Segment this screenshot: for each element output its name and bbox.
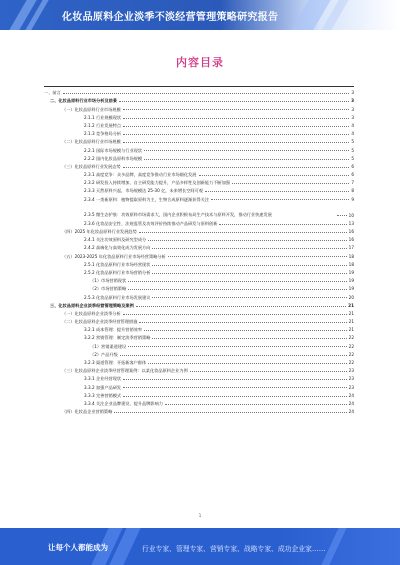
toc-entry[interactable] <box>44 308 354 316</box>
toc-entry[interactable] <box>44 316 354 324</box>
toc-entry-label: 一、前言 <box>44 90 61 96</box>
toc-entry-page: 23 <box>348 384 354 390</box>
toc-leader-dots <box>123 387 347 388</box>
toc-entry[interactable] <box>44 112 354 120</box>
toc-entry-page: 21 <box>348 327 354 333</box>
toc-leader-dots <box>168 256 347 257</box>
toc-leader-dots <box>128 346 346 347</box>
toc-entry-page: 24 <box>348 392 354 398</box>
toc-leader-dots <box>337 215 347 216</box>
toc-entry[interactable] <box>44 202 354 218</box>
toc-leader-dots <box>114 412 346 413</box>
toc-entry-page: 3 <box>351 90 354 96</box>
toc-entry[interactable] <box>44 86 354 95</box>
toc-leader-dots <box>123 118 349 119</box>
toc-entry[interactable] <box>44 300 354 308</box>
toc-entry-label: 2.3.5 微生态护肤：功效原料市场需求大，国内企业积极布局生产技术与原料开发，推动行业快速发展 <box>44 211 336 218</box>
toc-entry-page: 17 <box>348 245 354 251</box>
toc-leader-dots <box>119 101 349 102</box>
toc-entry-label: 3.2.3 渠道管理：开拓新客户群体 <box>44 360 147 365</box>
toc-entry-label: 2.2.1 国际市场规模与行业现状 <box>44 148 143 153</box>
toc-entry[interactable] <box>44 365 354 373</box>
toc-entry-page: 20 <box>348 294 354 300</box>
toc-entry-page: 18 <box>348 261 354 267</box>
toc-entry-label: 3.2.1 成本管理：提升营销效率 <box>44 327 143 332</box>
toc-entry-label: 2.5.2 化妆品原料行业市场营销分析 <box>44 270 151 275</box>
toc-entry-label: （一）化妆品原料企业淡季分析 <box>44 311 122 316</box>
toc-entry-label: 2.3.4 一类新原料：植物提取原料为主，生物合成原料逐渐获得关注 <box>44 197 210 202</box>
footer-band <box>0 528 400 565</box>
toc-entry[interactable] <box>44 185 354 193</box>
toc-entry-label: 2.4.2 高端化与高效化成为发展方向 <box>44 245 151 250</box>
toc-entry-label: 2.1.2 行业发展特点 <box>44 123 122 128</box>
toc-entry[interactable] <box>44 390 354 398</box>
toc-entry[interactable] <box>44 161 354 169</box>
toc-entry-label: （一）化妆品原料行业市场规模 <box>44 107 122 112</box>
toc-leader-dots <box>165 404 347 405</box>
toc-leader-dots <box>152 265 346 266</box>
toc-entry-label: 3.3.2 加强产品研发 <box>44 385 122 390</box>
page-number: 1 <box>198 513 202 518</box>
toc-entry-label: 二、化妆品原料行业市场分析及前景 <box>44 98 118 103</box>
toc-leader-dots <box>144 150 349 151</box>
toc-entry-page: 21 <box>348 319 354 325</box>
toc-entry-page: 13 <box>348 220 354 226</box>
toc-entry-label: 2.3.1 高度竞争：众多品牌，高度竞争推动行业市场细化发展 <box>44 172 198 177</box>
toc-leader-dots <box>128 281 346 282</box>
toc-entry-label: （1）营销渠道建设 <box>44 344 127 349</box>
toc-entry-page: 21 <box>348 310 354 316</box>
toc-entry-label: 2.1.3 竞争格局分析 <box>44 131 122 136</box>
footer-tagline: 行业专家、管理专家、营销专家、战略专家、成功企业家…… <box>142 545 326 553</box>
toc-entry-page: 21 <box>348 302 354 308</box>
toc-leader-dots <box>152 273 346 274</box>
toc-entry-label: （2）市场营销策略 <box>44 286 127 291</box>
toc-entry-label: 2.2.2 国内化妆品原料市场规模 <box>44 156 143 161</box>
toc-entry[interactable] <box>44 349 354 357</box>
toc-entry-page: 22 <box>348 335 354 341</box>
table-of-contents <box>44 86 354 414</box>
toc-entry[interactable] <box>44 169 354 177</box>
toc-entry-label: 3.2.2 营销管理：制定淡季营销策略 <box>44 335 151 340</box>
toc-leader-dots <box>123 142 350 143</box>
toc-entry-page: 24 <box>348 409 354 415</box>
toc-entry-label: （2）产品升级 <box>44 352 119 357</box>
toc-leader-dots <box>123 134 349 135</box>
toc-entry-page: 22 <box>348 351 354 357</box>
toc-entry-page: 19 <box>348 286 354 292</box>
toc-entry-label: 2.1.1 行业规模现状 <box>44 115 122 120</box>
toc-entry-label: （二）化妆品原料行业市场规模 <box>44 139 122 144</box>
toc-entry-label: 2.3.3 天然原料兴起，市场规模达 25-30 亿，未来增长空间可观 <box>44 188 204 193</box>
toc-entry-label: 2.5.3 化妆品原料行业市场发展建议 <box>44 295 151 300</box>
toc-entry-page: 8 <box>351 188 354 194</box>
toc-leader-dots <box>199 175 350 176</box>
toc-leader-dots <box>152 248 346 249</box>
toc-leader-dots <box>148 363 346 364</box>
toc-entry[interactable] <box>44 136 354 144</box>
toc-entry[interactable] <box>44 144 354 152</box>
toc-entry-page: 5 <box>351 147 354 153</box>
toc-entry-label: （三）化妆品原料企业淡季经营管理案例：以某化妆品原料企业为例 <box>44 368 189 373</box>
toc-entry[interactable] <box>44 103 354 111</box>
toc-entry-page: 23 <box>348 368 354 374</box>
toc-entry[interactable] <box>44 291 354 299</box>
report-title: 化妆品原料企业淡季不淡经营管理策略研究报告 <box>62 12 279 23</box>
toc-entry[interactable] <box>44 218 354 226</box>
toc-leader-dots <box>123 379 347 380</box>
toc-leader-dots <box>232 183 349 184</box>
toc-leader-dots <box>148 240 346 241</box>
toc-entry-page: 3 <box>351 106 354 112</box>
toc-entry[interactable] <box>44 398 354 406</box>
toc-leader-dots <box>152 297 346 298</box>
toc-entry[interactable] <box>44 275 354 283</box>
toc-leader-dots <box>123 314 347 315</box>
toc-entry-page: 9 <box>351 196 354 202</box>
toc-entry[interactable] <box>44 250 354 258</box>
toc-entry-page: 16 <box>348 229 354 234</box>
toc-entry-page: 16 <box>348 237 354 243</box>
footer-slogan: 让每个人都能成为 <box>48 543 108 552</box>
toc-entry[interactable] <box>44 381 354 389</box>
toc-leader-dots <box>136 306 346 307</box>
toc-entry[interactable] <box>44 193 354 201</box>
toc-entry-page: 19 <box>348 269 354 275</box>
toc-leader-dots <box>190 371 347 372</box>
toc-leader-dots <box>144 159 349 160</box>
toc-entry-label: 3.3.1 企业经营现状 <box>44 376 122 381</box>
toc-entry-page: 7 <box>351 180 354 186</box>
toc-entry-label: （二）化妆品原料企业淡季经营管理措施 <box>44 319 138 324</box>
toc-entry-page: 5 <box>351 155 354 161</box>
toc-entry[interactable] <box>44 324 354 332</box>
toc-entry-page: 6 <box>351 163 354 169</box>
toc-leader-dots <box>123 126 349 127</box>
toc-entry-label: （三）化妆品原料行业发展态势 <box>44 164 122 169</box>
toc-leader-dots <box>123 109 350 110</box>
toc-entry-label: （四）2025 年化妆品原料行业发展趋势 <box>44 229 138 234</box>
toc-entry-label: 2.3.2 研发投入持续增加，自主研发能力提升，产品多样性及创新能力不断加强 <box>44 180 231 185</box>
toc-leader-dots <box>123 396 347 397</box>
toc-entry[interactable] <box>44 120 354 128</box>
toc-entry-page: 19 <box>348 278 354 284</box>
toc-heading: 内容目录 <box>176 56 224 69</box>
toc-leader-dots <box>128 289 346 290</box>
toc-entry[interactable] <box>44 226 354 234</box>
toc-entry[interactable] <box>44 234 354 242</box>
toc-entry[interactable] <box>44 177 354 185</box>
toc-entry-page: 10 <box>348 212 354 218</box>
toc-entry-label: 3.3.3 完善营销模式 <box>44 393 122 398</box>
toc-leader-dots <box>120 355 347 356</box>
toc-entry[interactable] <box>44 242 354 250</box>
toc-entry[interactable] <box>44 259 354 267</box>
toc-leader-dots <box>219 224 346 225</box>
toc-entry[interactable] <box>44 340 354 348</box>
toc-leader-dots <box>211 199 349 200</box>
toc-leader-dots <box>205 191 349 192</box>
toc-leader-dots <box>152 338 346 339</box>
header-band <box>0 0 400 30</box>
toc-entry[interactable] <box>44 357 354 365</box>
toc-entry[interactable] <box>44 332 354 340</box>
toc-leader-dots <box>63 93 350 94</box>
toc-entry-label: 2.3.6 化妆品安全性、法规监管及功效评价持续推动产品研发与原料创新 <box>44 221 218 226</box>
toc-entry[interactable] <box>44 267 354 275</box>
toc-entry-label: （五）2023-2025 年化妆品原料行业市场经营策略分析 <box>44 254 167 259</box>
toc-leader-dots <box>123 167 350 168</box>
toc-entry-page: 3 <box>351 98 354 104</box>
toc-leader-dots <box>144 330 347 331</box>
toc-entry[interactable] <box>44 373 354 381</box>
toc-entry-label: 三、化妆品原料企业淡季经营管理策略及案例 <box>44 303 135 308</box>
toc-entry-label: 3.3.4 关注企业品牌建设，提升品牌影响力 <box>44 401 164 406</box>
toc-entry[interactable] <box>44 283 354 291</box>
toc-leader-dots <box>139 322 346 323</box>
toc-entry-page: 22 <box>348 343 354 349</box>
toc-entry-page: 6 <box>351 172 354 178</box>
toc-entry[interactable] <box>44 128 354 136</box>
toc-entry-label: 2.4.1 关注功效原料及研究型成分 <box>44 237 147 242</box>
toc-entry-page: 22 <box>348 360 354 365</box>
toc-entry-label: （1）市场营销现状 <box>44 278 127 283</box>
toc-entry-label: 2.5.1 化妆品原料行业市场经营现状 <box>44 262 151 267</box>
toc-entry-page: 4 <box>351 131 354 137</box>
toc-entry-page: 3 <box>351 114 354 120</box>
toc-entry-page: 24 <box>348 400 354 406</box>
toc-entry-page: 23 <box>348 376 354 382</box>
toc-entry[interactable] <box>44 153 354 161</box>
toc-entry-page: 18 <box>348 253 354 259</box>
toc-leader-dots <box>139 232 347 233</box>
toc-entry-page: 4 <box>351 122 354 128</box>
toc-entry-label: （四）化妆品企业营销策略 <box>44 409 113 414</box>
toc-entry[interactable] <box>44 406 354 414</box>
toc-entry-page: 5 <box>351 139 354 145</box>
toc-entry[interactable] <box>44 95 354 103</box>
